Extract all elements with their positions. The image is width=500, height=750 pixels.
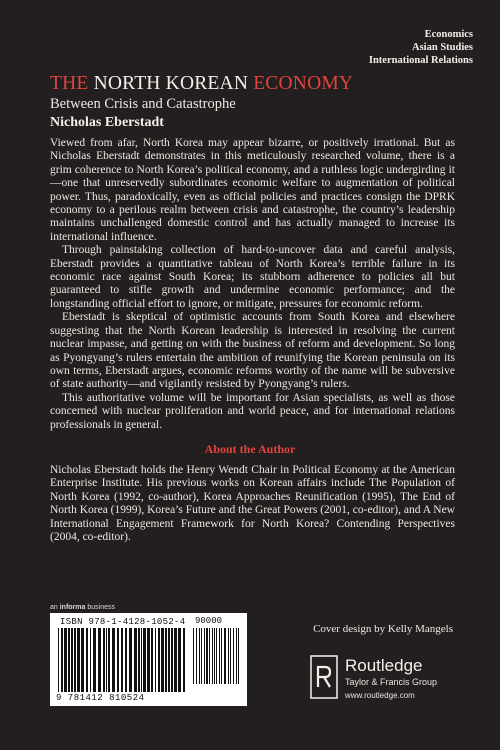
title-the: THE [50,73,94,94]
informa-logo: informa [59,604,86,611]
barcode-bar [221,628,222,684]
category-international-relations: International Relations [368,55,473,66]
barcode-bar [183,628,185,692]
title-north-korean: NORTH KOREAN [93,73,254,94]
isbn-number: ISBN 978-1-4128-1052-4 [60,617,186,627]
barcode-bar [98,628,101,692]
blurb [50,137,455,432]
barcode-bar [178,628,181,692]
barcode-bar [77,628,80,692]
price-code: 90000 [195,616,223,626]
barcode-bar [117,628,119,692]
blurb-paragraph: This authoritative volume will be important for Asian specialists, as well as those concerned with nuclear proliferation and world peace, and for international relations professionals in general. [50,391,455,431]
blurb-paragraph: Viewed from afar, North Korea may appear bizarre, or positively irrational. But as Nicholas Eberstadt demonstrates in this meticulously researched volume, there is a grim coherence to North Korea’s political economy, and a ruthless logic undergirding it—one that unreservedly subordinates economic welfare to augmentation of political power. Thus, paradoxically, even as official policies and practices consign the DPRK economy to a perilous realm between crisis and catastrophe, the country’s leadership maintains unchallenged domestic control and has actually managed to increase its international influence. [50,137,455,243]
barcode-bar [134,628,137,692]
barcode-bar [143,628,146,692]
barcode-bar [174,628,177,692]
barcode-bar [141,628,142,692]
informa-imprint: an informa business [50,604,115,611]
blurb-paragraph: Eberstadt is skeptical of optimistic accounts from South Korea and elsewhere suggesting that the North Korean leadership is interested in resolving the current nuclear impasse, and getting on with the business of reform and development. So long as Pyongyang’s rulers entertain the ambition of reunifying the Korean peninsula on its own terms, Eberstadt argues, economic reforms worthy of the name will be subversive of state authority—and vigilantly resisted by Pyongyang’s rulers. [50,311,455,391]
barcode-bar [61,628,63,692]
barcode-bar [233,628,234,684]
barcode-bar [71,628,73,692]
barcode-bar [201,628,202,684]
barcode-bar [93,628,96,692]
barcode-bar [165,628,167,692]
barcode-bar [228,628,229,684]
barcode-bar [161,628,164,692]
barcode-bar [212,628,213,684]
barcode-bar [158,628,160,692]
barcode-bar [219,628,220,684]
barcode-bar [125,628,127,692]
barcode-bar [58,628,59,692]
publisher-group: Taylor & Francis Group [345,677,438,687]
barcode-bar [103,628,105,692]
barcode-bar [138,628,140,692]
blurb-paragraph: Through painstaking collection of hard-to-uncover data and careful analysis, Eberstadt provides a quantitative tableau of North Korea’s terrible failure in its economic race against South Korea; its stubborn adherence to policies all but guaranteed to stifle growth and undermine economic performance; and the longstanding official effort to ignore, or mitigate, pressures for economic reform. [50,244,455,310]
title-economy: ECONOMY [253,73,354,94]
barcode-bar [64,628,67,692]
barcode-bars-icon [58,628,186,692]
barcode-bar [86,628,88,692]
book-author: Nicholas Eberstadt [50,115,164,130]
barcode-digits: 9 781412 810524 [56,693,145,703]
barcode-bar [68,628,70,692]
barcode-bar [168,628,170,692]
barcode-bar [90,628,91,692]
subject-categories [369,28,473,67]
barcode-bar [206,628,208,684]
barcode-bar [129,628,132,692]
about-author-heading: About the Author [204,442,296,456]
isbn-barcode [50,613,247,706]
book-subtitle: Between Crisis and Catastrophe [50,96,236,112]
barcode-bar [74,628,76,692]
barcode-bar [155,628,156,692]
barcode-bar [199,628,200,684]
book-title [50,73,353,95]
barcode-bar [108,628,110,692]
barcode-bar [151,628,153,692]
barcode-bar [121,628,123,692]
barcode-bar [224,628,226,684]
about-author-text: Nicholas Eberstadt holds the Henry Wendt Chair in Political Economy at the American Enterprise Institute. His previous works on Korean affairs include The Population of North Korea (1992, co-author), Korea Approaches Reunification (1995), The End of North Korea (1999), Korea’s Future and the Great Powers (2001, co-editor), and A New International Engagement Framework for North Korea? Contending Perspectives (2004, co-editor). [50,464,455,544]
barcode-bar [106,628,107,692]
barcode-bar [216,628,217,684]
barcode-bar [236,628,237,684]
routledge-logo-icon [310,655,338,699]
barcode-bar [238,628,239,684]
barcode-bar [214,628,215,684]
about-author [50,464,455,544]
publisher-name: Routledge [345,656,423,675]
barcode-bar [171,628,173,692]
barcode-addon-bars-icon [193,628,239,684]
category-economics: Economics [424,29,473,40]
barcode-bar [112,628,115,692]
category-asian-studies: Asian Studies [412,42,473,53]
barcode-bar [230,628,231,684]
barcode-bar [204,628,205,684]
barcode-bar [147,628,150,692]
barcode-bar [193,628,194,684]
cover-design-credit: Cover design by Kelly Mangels [313,623,453,635]
barcode-bar [196,628,197,684]
barcode-bar [81,628,84,692]
publisher-url[interactable]: www.routledge.com [345,691,415,700]
barcode-bar [209,628,210,684]
